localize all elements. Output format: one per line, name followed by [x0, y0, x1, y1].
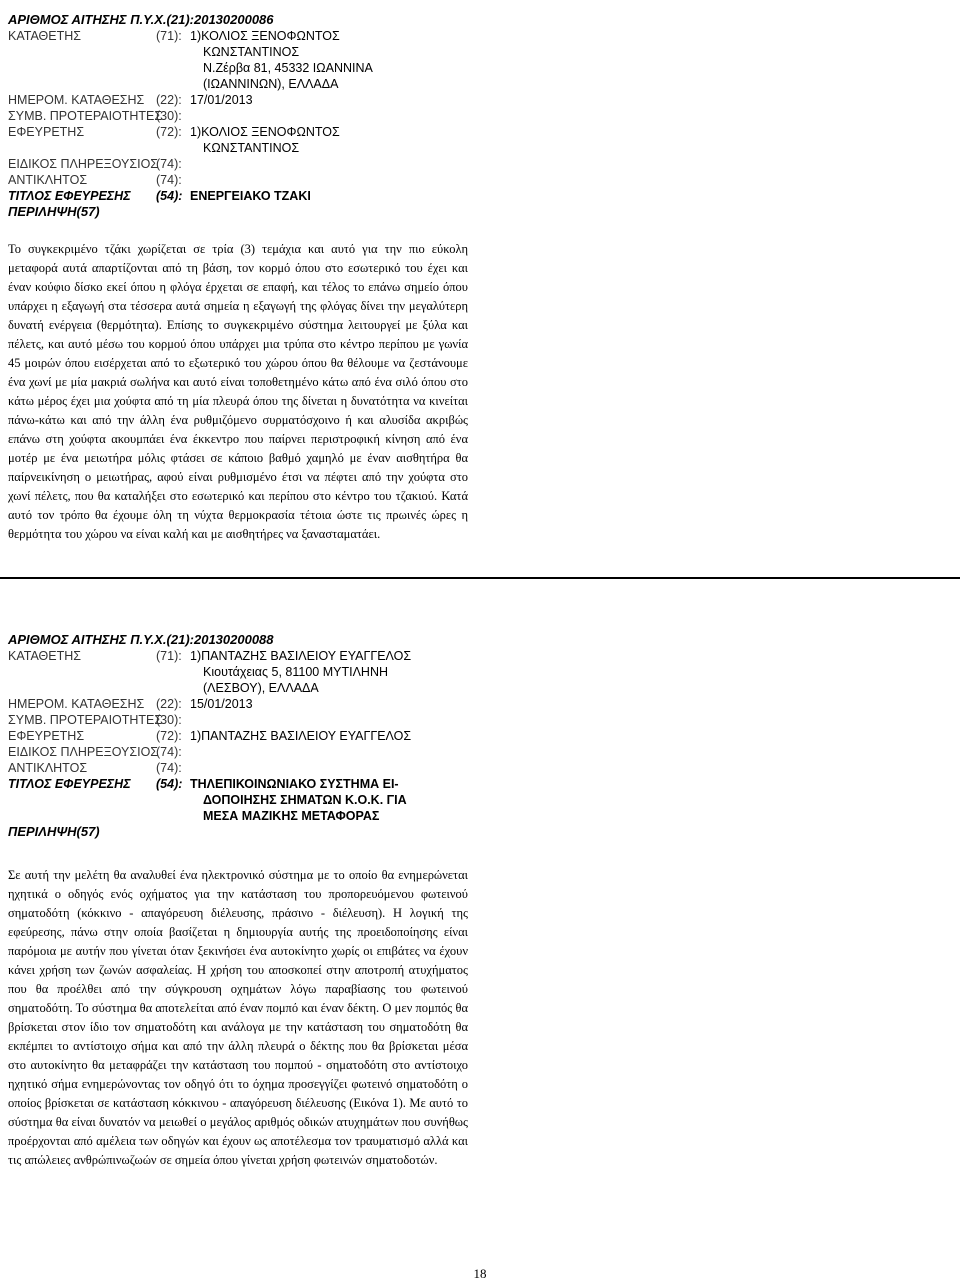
representative-code: (74):	[156, 173, 182, 187]
applicant-code: (71):	[156, 649, 182, 663]
applicant-line: ΚΩΝΣΤΑΝΤΙΝΟΣ	[203, 45, 300, 59]
applicant-line: Κιουτάχειας 5, 81100 ΜΥΤΙΛΗΝΗ	[203, 665, 389, 679]
priority-label: ΣΥΜΒ. ΠΡΟΤΕΡΑΙΟΤΗΤΕΣ	[8, 713, 163, 727]
priority-code: (30):	[156, 109, 182, 123]
inventor-code: (72):	[156, 729, 182, 743]
attorney-label: ΕΙΔΙΚΟΣ ΠΛΗΡΕΞΟΥΣΙΟΣ	[8, 745, 159, 759]
representative-code: (74):	[156, 761, 182, 775]
abstract-label: ΠΕΡΙΛΗΨΗ(57)	[8, 204, 100, 219]
application-number: 20130200088	[193, 632, 274, 647]
invention-title: ΕΝΕΡΓΕΙΑΚΟ ΤΖΑΚΙ	[190, 189, 311, 203]
filing-date-code: (22):	[156, 93, 182, 107]
applicant-row	[8, 28, 478, 44]
attorney-label: ΕΙΔΙΚΟΣ ΠΛΗΡΕΞΟΥΣΙΟΣ	[8, 157, 159, 171]
invention-title-row	[8, 776, 478, 792]
attorney-row	[8, 744, 478, 760]
representative-row	[8, 760, 478, 776]
patent-entry-2	[8, 632, 478, 840]
inventor-line: ΚΩΝΣΤΑΝΤΙΝΟΣ	[203, 141, 300, 155]
priority-code: (30):	[156, 713, 182, 727]
priority-row	[8, 712, 478, 728]
applicant-line: 1)ΠΑΝΤΑΖΗΣ ΒΑΣΙΛΕΙΟΥ ΕΥΑΓΓΕΛΟΣ	[190, 649, 412, 663]
invention-title-code: (54):	[156, 189, 183, 203]
invention-title: ΜΕΣΑ ΜΑΖΙΚΗΣ ΜΕΤΑΦΟΡΑΣ	[203, 809, 380, 823]
filing-date: 17/01/2013	[190, 93, 253, 107]
patent-entry-1	[8, 12, 478, 220]
page-number: 18	[473, 1266, 487, 1281]
applicant-line: 1)ΚΟΛΙΟΣ ΞΕΝΟΦΩΝΤΟΣ	[190, 29, 340, 43]
filing-date-label: ΗΜΕΡΟΜ. ΚΑΤΑΘΕΣΗΣ	[8, 697, 145, 711]
representative-row	[8, 172, 478, 188]
filing-date-row	[8, 92, 478, 108]
applicant-label: ΚΑΤΑΘΕΤΗΣ	[8, 649, 81, 663]
attorney-row	[8, 156, 478, 172]
filing-date: 15/01/2013	[190, 697, 253, 711]
application-number-label: ΑΡΙΘΜΟΣ ΑΙΤΗΣΗΣ Π.Υ.Χ.(21):	[8, 12, 194, 27]
filing-date-label: ΗΜΕΡΟΜ. ΚΑΤΑΘΕΣΗΣ	[8, 93, 145, 107]
applicant-line: Ν.Ζέρβα 81, 45332 ΙΩΑΝΝΙΝΑ	[203, 61, 373, 75]
application-number-line	[8, 12, 478, 28]
inventor-row	[8, 124, 478, 140]
inventor-line: 1)ΚΟΛΙΟΣ ΞΕΝΟΦΩΝΤΟΣ	[190, 125, 340, 139]
filing-date-row	[8, 696, 478, 712]
priority-row	[8, 108, 478, 124]
invention-title: ΔΟΠΟΙΗΣΗΣ ΣΗΜΑΤΩΝ Κ.Ο.Κ. ΓΙΑ	[203, 793, 407, 807]
applicant-line: (ΙΩΑΝΝΙΝΩΝ), ΕΛΛΑΔΑ	[203, 77, 339, 91]
application-number-label: ΑΡΙΘΜΟΣ ΑΙΤΗΣΗΣ Π.Υ.Χ.(21):	[8, 632, 194, 647]
applicant-row	[8, 648, 478, 664]
inventor-line: 1)ΠΑΝΤΑΖΗΣ ΒΑΣΙΛΕΙΟΥ ΕΥΑΓΓΕΛΟΣ	[190, 729, 412, 743]
representative-label: ΑΝΤΙΚΛΗΤΟΣ	[8, 761, 88, 775]
applicant-line: (ΛΕΣΒΟΥ), ΕΛΛΑΔΑ	[203, 681, 319, 695]
inventor-label: ΕΦΕΥΡΕΤΗΣ	[8, 125, 85, 139]
application-number: 20130200086	[193, 12, 274, 27]
abstract-label: ΠΕΡΙΛΗΨΗ(57)	[8, 824, 100, 839]
abstract-text: Σε αυτή την μελέτη θα αναλυθεί ένα ηλεκτρονικό σύστημα με το οποίο θα ενημερώνεται ηχητικά ο οδηγός ενός οχήματος για την κατάσταση του προπορευόμενου φωτεινού σηματοδότη (κόκκινο - απαγόρευση διέλευσης, πράσινο - διέλευση). Η λογική της εφεύρεσης, πάνω στην οποία βασίζεται η δημιουργία αυτής της προειδοποίησης είναι παρόμοια με αυτήν που γίνεται όταν ξεκινήσει ένα αυτοκίνητο χωρίς οι επιβάτες να έχουν κάνει χρήση των ζωνών ασφαλείας. Η χρήση του αποσκοπεί στην αποτροπή ατυχήματος που θα προέλθει από την σύγκρουση οχημάτων λόγω παραβίασης του φωτεινού σηματοδότη. Το σύστημα θα αποτελείται από έναν πομπό και έναν δέκτη. Ο μεν πομπός θα βρίσκεται στον ίδιο τον σηματοδότη και ανάλογα με την κατάσταση του σηματοδότη θα εκπέμπει το αντίστοιχο σήμα και από την άλλη πλευρά ο δέκτης που θα βρίσκεται μέσα στο αυτοκίνητο θα μεταφράζει την κατάσταση του πομπού - σηματοδότη στο αντίστοιχο ηχητικό σήμα ενημερώνοντας τον οδηγό ότι το όχημα προσεγγίζει φωτεινό σηματοδότη ο οποίος βρίσκεται σε κατάσταση κόκκινου - απαγόρευση διέλευσης (Εικόνα 1). Με αυτό το σύστημα θα είναι δυνατόν να μειωθεί ο μεγάλος αριθμός οδικών ατυχημάτων που συνήθως προέρχονται από αμέλεια των οδηγών και έχουν ως αποτέλεσμα τον τραυματισμό αλλά και τις απώλειες ανθρώπινωζωών σε σημεία όπου γίνεται χρήση φωτεινών σηματοδοτών.	[8, 868, 468, 1167]
invention-title: ΤΗΛΕΠΙΚΟΙΝΩΝΙΑΚΟ ΣΥΣΤΗΜΑ ΕΙ-	[190, 777, 399, 791]
applicant-code: (71):	[156, 29, 182, 43]
invention-title-label: ΤΙΤΛΟΣ ΕΦΕΥΡΕΣΗΣ	[8, 777, 131, 791]
abstract-text: Το συγκεκριμένο τζάκι χωρίζεται σε τρία (3) τεμάχια και αυτό για την πιο εύκολη μεταφορά αυτά απαρτίζονται από τη βάση, τον κορμό όπου στο εσωτερικό του έχει και έναν κούφιο δίσκο εκεί όπου η φλόγα έρχεται σε επαφή, και τέλος το επάνω σημείο όπου υπάρχει η εξαγωγή στα τέσσερα αυτά σημεία η εξαγωγή της φλόγας δίνει την μεγαλύτερη δυνατή ενέργεια (θερμότητα). Επίσης το συγκεκριμένο σύστημα λειτουργεί με ξύλα και πέλετς, και αυτό μέσω του κορμού όπου υπάρχει μια τρύπα στο κέντρο περίπου με γωνία 45 μοιρών όπου εισέρχεται από το εξωτερικό του χώρου όπου θα θέλουμε να ζεστάνουμε ένα χωνί με μία μακριά σωλήνα και αυτό είναι τοποθετημένο κάτω από ένα σιλό όπου στο κάτω μέρος έχει μια χούφτα από τη μία πλευρά όπου της δίνεται η δυνατότητα να κινείται πάνω-κάτω και από την άλλη ένα ρυθμιζόμενο συρματόσχοινο ή και αλυσίδα ακριβώς επάνω στη χούφτα ακουμπάει ένα έκκεντρο που παίρνει περιστροφική κίνηση από ένα μοτέρ με ένα μειωτήρα μόλις φτάσει σε κάποιο βαθμό χαμηλό με έναν αισθητήρα θα παίρνεικίνηση ο μειωτήρας, αφού είναι ρυθμισμένο έτσι να πέφτει από την χούφτα στο χωνί πέλετς, που θα καταλήξει στο εσωτερικό και περίπου στο κέντρο του τζακιού. Κατά αυτό τον τρόπο θα έχουμε όλη τη νύχτα θερμοκρασία τέτοια ώστε τις πρωινές ώρες η θερμότητα του χώρου να είναι καλή και με αισθητήρες να ξανασταματάει.	[8, 242, 468, 541]
invention-title-row	[8, 188, 478, 204]
representative-label: ΑΝΤΙΚΛΗΤΟΣ	[8, 173, 88, 187]
inventor-row	[8, 728, 478, 744]
invention-title-code: (54):	[156, 777, 183, 791]
attorney-code: (74):	[156, 745, 182, 759]
invention-title-label: ΤΙΤΛΟΣ ΕΦΕΥΡΕΣΗΣ	[8, 189, 131, 203]
application-number-line	[8, 632, 478, 648]
filing-date-code: (22):	[156, 697, 182, 711]
inventor-label: ΕΦΕΥΡΕΤΗΣ	[8, 729, 85, 743]
attorney-code: (74):	[156, 157, 182, 171]
section-divider	[0, 577, 960, 579]
applicant-label: ΚΑΤΑΘΕΤΗΣ	[8, 29, 81, 43]
inventor-code: (72):	[156, 125, 182, 139]
priority-label: ΣΥΜΒ. ΠΡΟΤΕΡΑΙΟΤΗΤΕΣ	[8, 109, 163, 123]
